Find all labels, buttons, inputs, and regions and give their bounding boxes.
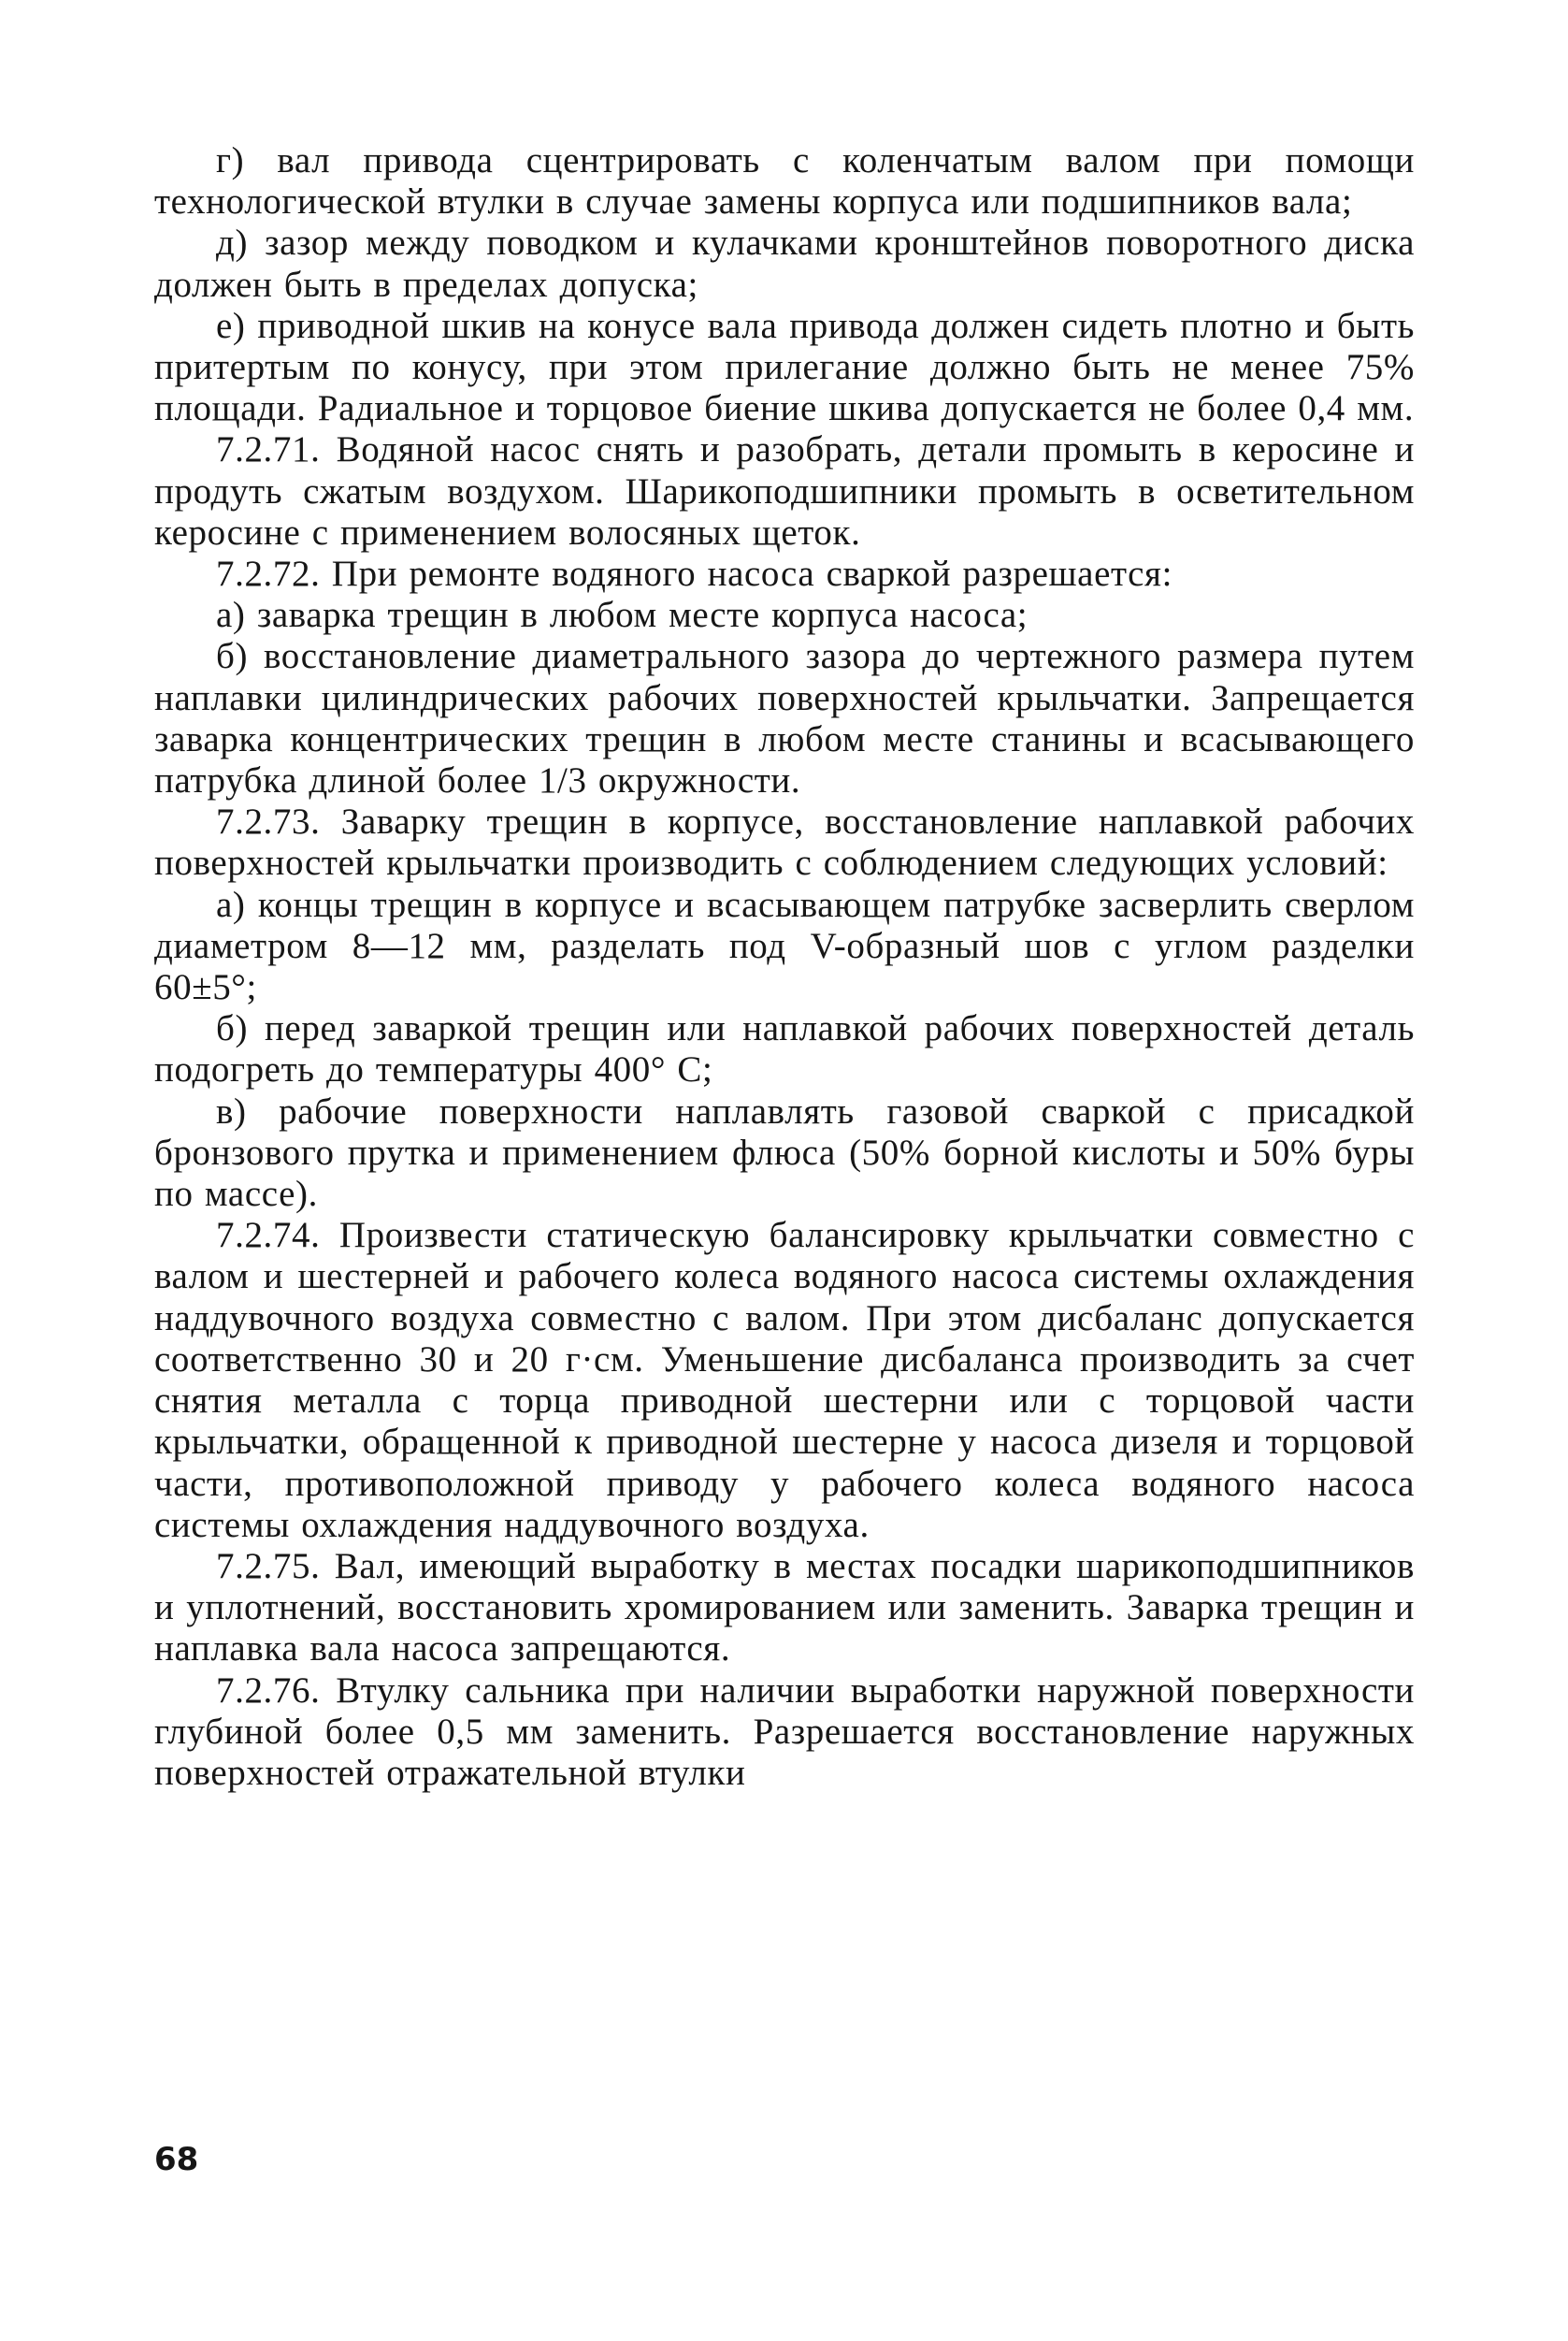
paragraph-7-2-71: 7.2.71. Водяной насос снять и разобрать, детали промыть в керосине и продуть сжатым воздухом. Шарикоподшипники промыть в осветительном керосине с применением волосяных щеток. bbox=[154, 429, 1415, 553]
paragraph-7-2-72: 7.2.72. При ремонте водяного насоса сваркой разрешается: bbox=[216, 554, 1172, 595]
paragraph-7-2-73-a: а) концы трещин в корпусе и всасывающем патрубке засверлить сверлом диаметром 8—12 мм, разделать под V-образный шов с углом разделки 60±5°; bbox=[154, 884, 1415, 1008]
paragraph-shaft-centering: г) вал привода сцентрировать с коленчатым валом при помощи технологической втулки в случае замены корпуса или подшипников вала; bbox=[154, 140, 1415, 223]
paragraph-7-2-74: 7.2.74. Произвести статическую балансировку крыльчатки совместно с валом и шестерней и рабочего колеса водяного насоса системы охлаждения наддувочного воздуха совместно с валом. При этом дисбаланс допускается соответственно 30 и 20 г·см. Уменьшение дисбаланса производить за счет снятия металла с торца приводной шестерни или с торцовой части крыльчатки, обращенной к приводной шестерне у насоса дизеля и торцовой части, противоположной приводу у рабочего колеса водяного насоса системы охлаждения наддувочного воздуха. bbox=[154, 1215, 1415, 1545]
paragraph-7-2-73-b: б) перед заваркой трещин или наплавкой рабочих поверхностей деталь подогреть до температуры 400° С; bbox=[154, 1008, 1415, 1091]
paragraph-7-2-73: 7.2.73. Заварку трещин в корпусе, восстановление наплавкой рабочих поверхностей крыльчатки производить с соблюдением следующих условий: bbox=[154, 802, 1415, 884]
paragraph-7-2-73-c: в) рабочие поверхности наплавлять газовой сваркой с присадкой бронзового прутка и применением флюса (50% борной кислоты и 50% буры по массе). bbox=[154, 1091, 1415, 1215]
paragraph-7-2-72-b: б) восстановление диаметрального зазора до чертежного размера путем наплавки цилиндрических рабочих поверхностей крыльчатки. Запрещается заварка концентрических трещин в любом месте станины и всасывающего патрубка длиной более 1/3 окружности. bbox=[154, 636, 1415, 802]
paragraph-drive-pulley: е) приводной шкив на конусе вала привода должен сидеть плотно и быть притертым по конусу, при этом прилегание должно быть не менее 75% площади. Радиальное и торцовое биение шкива допускается не более 0,4 мм. bbox=[154, 305, 1415, 429]
paragraph-7-2-76: 7.2.76. Втулку сальника при наличии выработки наружной поверхности глубиной более 0,5 мм заменить. Разрешается восстановление наружных поверхностей отражательной втулки bbox=[154, 1669, 1415, 1793]
page-body bbox=[154, 140, 1415, 1794]
paragraph-driver-gap: д) зазор между поводком и кулачками кронштейнов поворотного диска должен быть в пределах допуска; bbox=[154, 223, 1415, 305]
page-number: 68 bbox=[154, 2141, 199, 2178]
paragraph-7-2-72-a: а) заварка трещин в любом месте корпуса насоса; bbox=[216, 595, 1029, 636]
paragraph-7-2-75: 7.2.75. Вал, имеющий выработку в местах посадки шарикоподшипников и уплотнений, восстановить хромированием или заменить. Заварка трещин и наплавка вала насоса запрещаются. bbox=[154, 1545, 1415, 1669]
